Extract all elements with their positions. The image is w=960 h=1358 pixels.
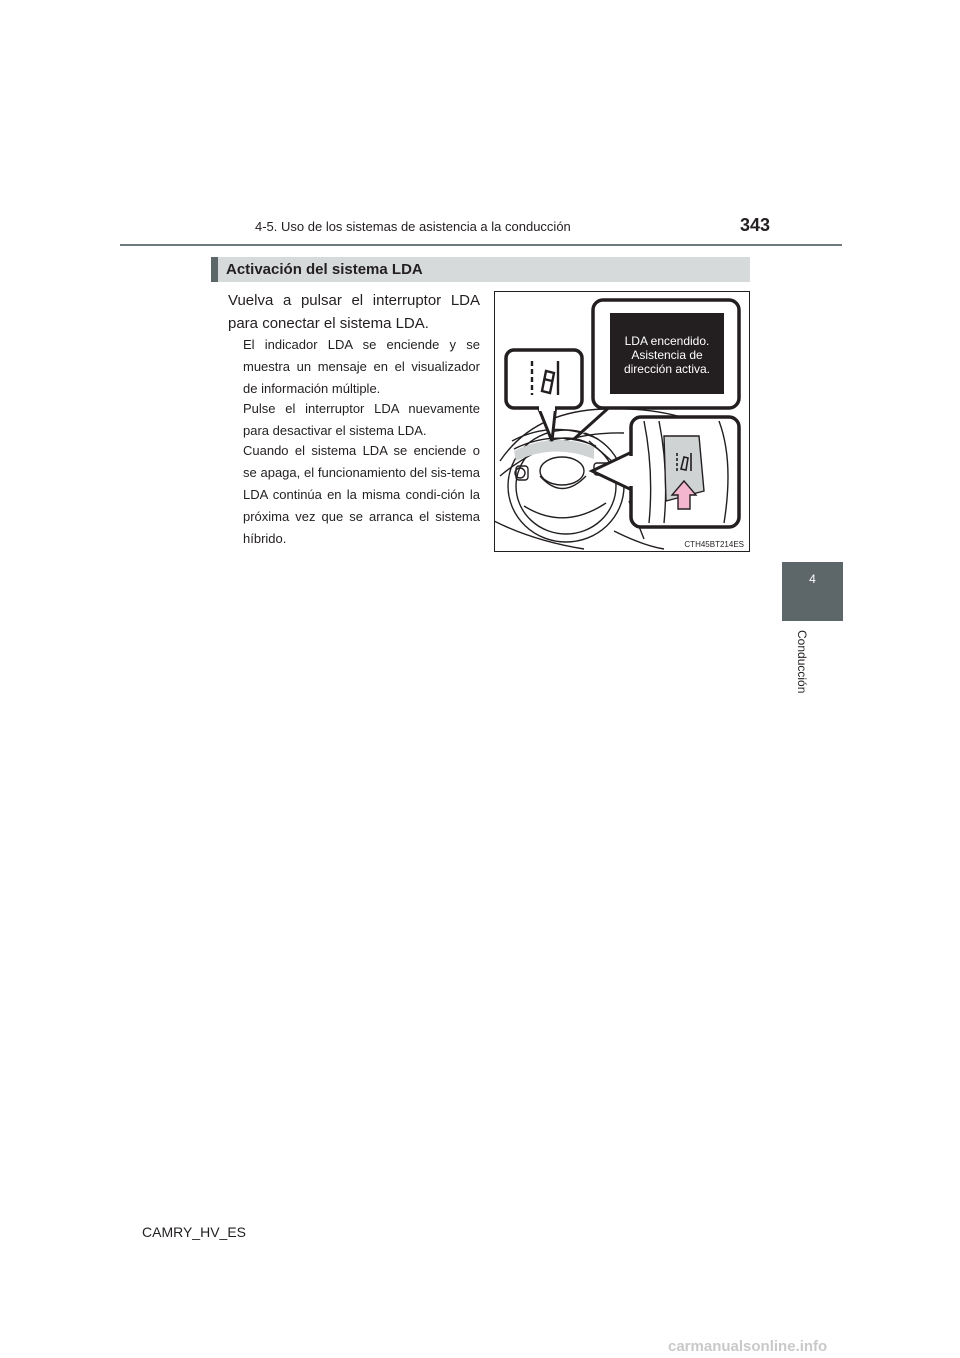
step-instruction: Vuelva a pulsar el interruptor LDA para conectar el sistema LDA. bbox=[228, 292, 480, 332]
chapter-tab-number: 4 bbox=[809, 572, 816, 586]
section-title: Activación del sistema LDA bbox=[226, 261, 423, 278]
chapter-tab bbox=[782, 562, 843, 621]
running-header: 4-5. Uso de los sistemas de asistencia a la conducción bbox=[255, 219, 571, 234]
note-indicator: El indicador LDA se enciende y se muestra un mensaje en el visualizador de información múltiple. bbox=[243, 337, 480, 396]
illustration-code: CTH45BT214ES bbox=[684, 540, 744, 549]
note-memory: Cuando el sistema LDA se enciende o se apaga, el funcionamiento del sis-tema LDA continúa en la misma condi-ción la próxima vez que se arranca el sistema híbrido. bbox=[243, 443, 480, 546]
chapter-tab-label: Conducción bbox=[795, 630, 809, 694]
display-message-line2: Asistencia de bbox=[631, 348, 703, 362]
watermark[interactable]: carmanualsonline.info bbox=[668, 1338, 828, 1355]
lda-illustration bbox=[494, 291, 750, 552]
header-rule bbox=[120, 244, 842, 246]
section-heading-accent bbox=[211, 257, 218, 282]
page-number: 343 bbox=[740, 215, 771, 235]
display-message-line3: dirección activa. bbox=[623, 362, 711, 376]
note-deactivate: Pulse el interruptor LDA nuevamente para desactivar el sistema LDA. bbox=[243, 401, 480, 438]
footer-model: CAMRY_HV_ES bbox=[142, 1224, 247, 1240]
display-message-line1: LDA encendido. bbox=[624, 334, 710, 348]
